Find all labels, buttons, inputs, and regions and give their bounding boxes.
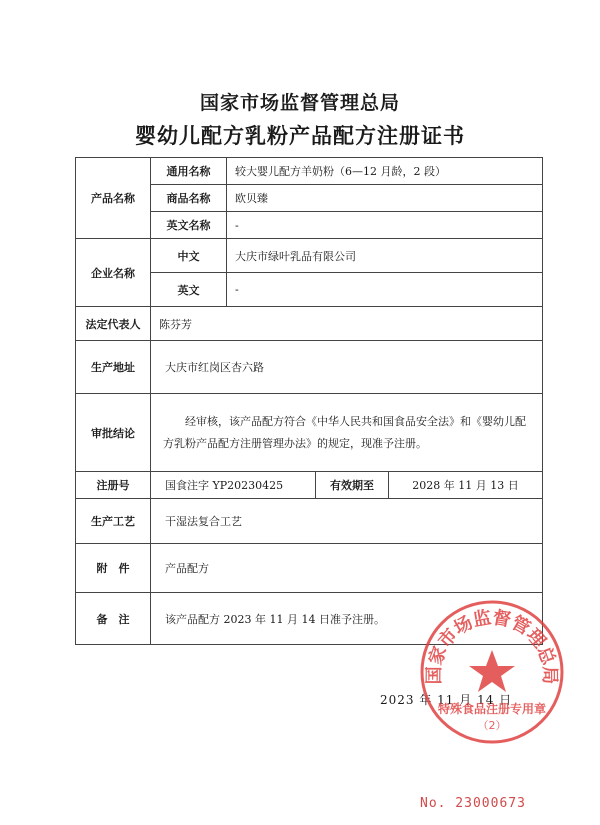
- company-chinese-value: 大庆市绿叶乳品有限公司: [227, 239, 543, 273]
- row-generic-name: [76, 158, 543, 185]
- issue-date: 2023 年 11 月 14 日: [380, 693, 513, 707]
- star-icon: [469, 650, 515, 692]
- remarks-label: 备 注: [76, 593, 151, 645]
- product-name-label: 产品名称: [76, 158, 151, 239]
- official-seal-stamp: [418, 598, 566, 746]
- company-chinese-label: 中文: [151, 239, 227, 273]
- row-address: [76, 341, 543, 394]
- row-registration: [76, 472, 543, 499]
- seal-number-text: （2）: [477, 719, 507, 732]
- row-conclusion: [76, 394, 543, 472]
- conclusion-text: 经审核，该产品配方符合《中华人民共和国食品安全法》和《婴幼儿配方乳粉产品配方注册管理办法》的规定，现准予注册。: [151, 394, 543, 472]
- conclusion-label: 审批结论: [76, 394, 151, 472]
- brand-name-value: 欧贝臻: [227, 185, 543, 212]
- valid-until-label: 有效期至: [316, 472, 389, 499]
- registration-number-value: 国食注字 YP20230425: [151, 472, 316, 499]
- registration-number-label: 注册号: [76, 472, 151, 499]
- certificate-table: [75, 157, 543, 645]
- generic-name-value: 较大婴儿配方羊奶粉（6—12 月龄，2 段）: [227, 158, 543, 185]
- company-english-label: 英文: [151, 273, 227, 307]
- valid-until-value: 2028 年 11 月 13 日: [389, 472, 543, 499]
- process-value: 干湿法复合工艺: [151, 499, 543, 544]
- attachment-value: 产品配方: [151, 544, 543, 593]
- generic-name-label: 通用名称: [151, 158, 227, 185]
- legal-rep-value: 陈芬芳: [151, 307, 543, 341]
- company-english-value: -: [227, 273, 543, 307]
- certificate-title: 婴幼儿配方乳粉产品配方注册证书: [135, 123, 465, 148]
- row-company-chinese: [76, 239, 543, 273]
- company-name-label: 企业名称: [76, 239, 151, 307]
- row-process: [76, 499, 543, 544]
- issuing-agency: 国家市场监督管理总局: [199, 92, 400, 114]
- seal-outer-text: 国家市场监督管理总局: [423, 607, 561, 685]
- process-label: 生产工艺: [76, 499, 151, 544]
- remarks-value: 该产品配方 2023 年 11 月 14 日准予注册。: [151, 593, 543, 645]
- address-value: 大庆市红岗区杏六路: [151, 341, 543, 394]
- legal-rep-label: 法定代表人: [76, 307, 151, 341]
- row-legal-rep: [76, 307, 543, 341]
- row-attachment: [76, 544, 543, 593]
- serial-number: No. 23000673: [420, 796, 526, 811]
- english-name-value: -: [227, 212, 543, 239]
- attachment-label: 附 件: [76, 544, 151, 593]
- seal-inner-text: 特殊食品注册专用章: [437, 702, 547, 716]
- address-label: 生产地址: [76, 341, 151, 394]
- english-name-label: 英文名称: [151, 212, 227, 239]
- brand-name-label: 商品名称: [151, 185, 227, 212]
